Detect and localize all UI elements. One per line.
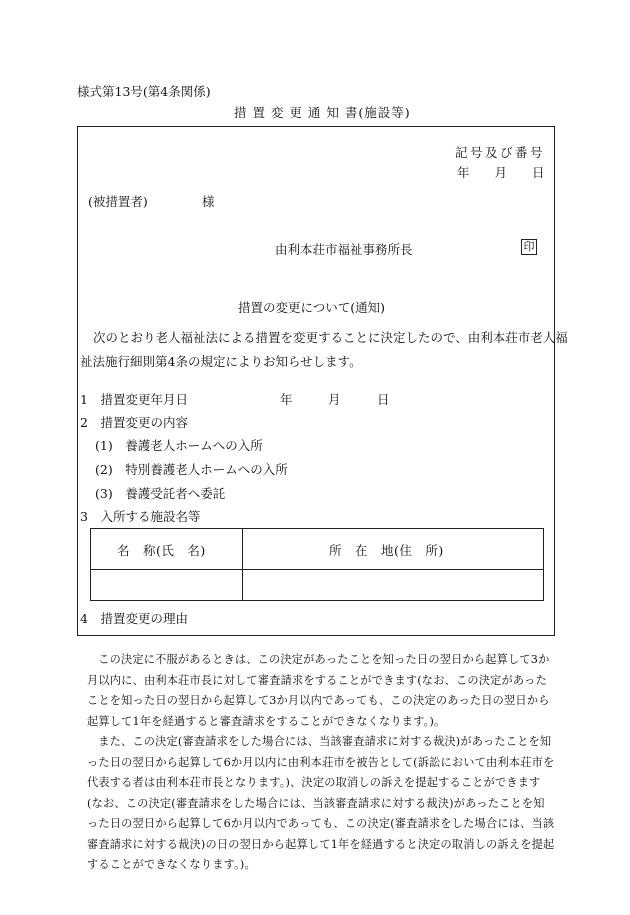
appeal-note-2: また、この決定(審査請求をした場合には、当該審査請求に対する裁決)があったことを知った日の翌日から起算して6か月以内に由利本荘市を被告として(訴訟において由利本荘市を代表する者は由利本荘市長となります。)、決定の取消しの訴えを提起することができます(なお、この決定(審査請求をした場合には、当該審査請求に対する裁決)があったことを知った日の翌日から起算して6か月以内であっても、この決定(審査請求をした場合には、当該審査請求に対する裁決)の日の翌日から起算して1年を経過すると決定の取消しの訴えを提起することができなくなります。)。 — [87, 735, 555, 871]
issuer-name: 由利本荘市福祉事務所長 — [275, 242, 413, 257]
table-header-address: 所 在 地(住 所) — [329, 543, 444, 558]
table-cell-address[interactable] — [246, 572, 542, 598]
recipient-honorific: 様 — [202, 194, 215, 209]
notice-subject: 措置の変更について(通知) — [238, 300, 386, 315]
appeal-note-1: この決定に不服があるときは、この決定があったことを知った日の翌日から起算して3か月以内に、由利本荘市長に対して審査請求をすることができます(なお、この決定があったことを知った日の翌日から起算して3か月以内であっても、この決定のあった日の翌日から起算して1年を経過すると審査請求をすることができなくなります。)。 — [87, 653, 550, 728]
seal-mark: 印 — [521, 239, 537, 255]
option-item-2: (2) 特別養護老人ホームへの入所 — [95, 462, 288, 477]
table-divider-vertical — [242, 529, 243, 600]
form-number: 様式第13号(第4条関係) — [77, 84, 211, 99]
item-date-day: 日 — [377, 392, 390, 407]
table-cell-name[interactable] — [93, 572, 239, 598]
body-line-1: 次のとおり老人福祉法による措置を変更することに決定したので、由利本荘市老人福 — [93, 330, 568, 345]
table-divider-horizontal — [91, 569, 543, 570]
form-title: 措 置 変 更 通 知 書(施設等) — [234, 105, 411, 120]
item-date-change-label: 1 措置変更年月日 — [80, 392, 188, 407]
option-item-1: (1) 養護老人ホームへの入所 — [95, 438, 263, 453]
issue-date: 年 月 日 — [457, 165, 545, 180]
option-item-3: (3) 養護受託者へ委託 — [95, 486, 226, 501]
item-reason-label: 4 措置変更の理由 — [80, 611, 188, 626]
item-facility-label: 3 入所する施設名等 — [80, 509, 201, 524]
body-line-2: 祉法施行細則第4条の規定によりお知らせします。 — [80, 354, 362, 369]
item-date-year: 年 — [280, 392, 293, 407]
facility-table — [90, 528, 544, 601]
item-date-month: 月 — [328, 392, 341, 407]
recipient-label: (被措置者) — [88, 194, 148, 209]
reference-number-label: 記号及び番号 — [455, 145, 546, 160]
item-content-label: 2 措置変更の内容 — [80, 415, 188, 430]
table-header-name: 名 称(氏 名) — [117, 543, 206, 558]
